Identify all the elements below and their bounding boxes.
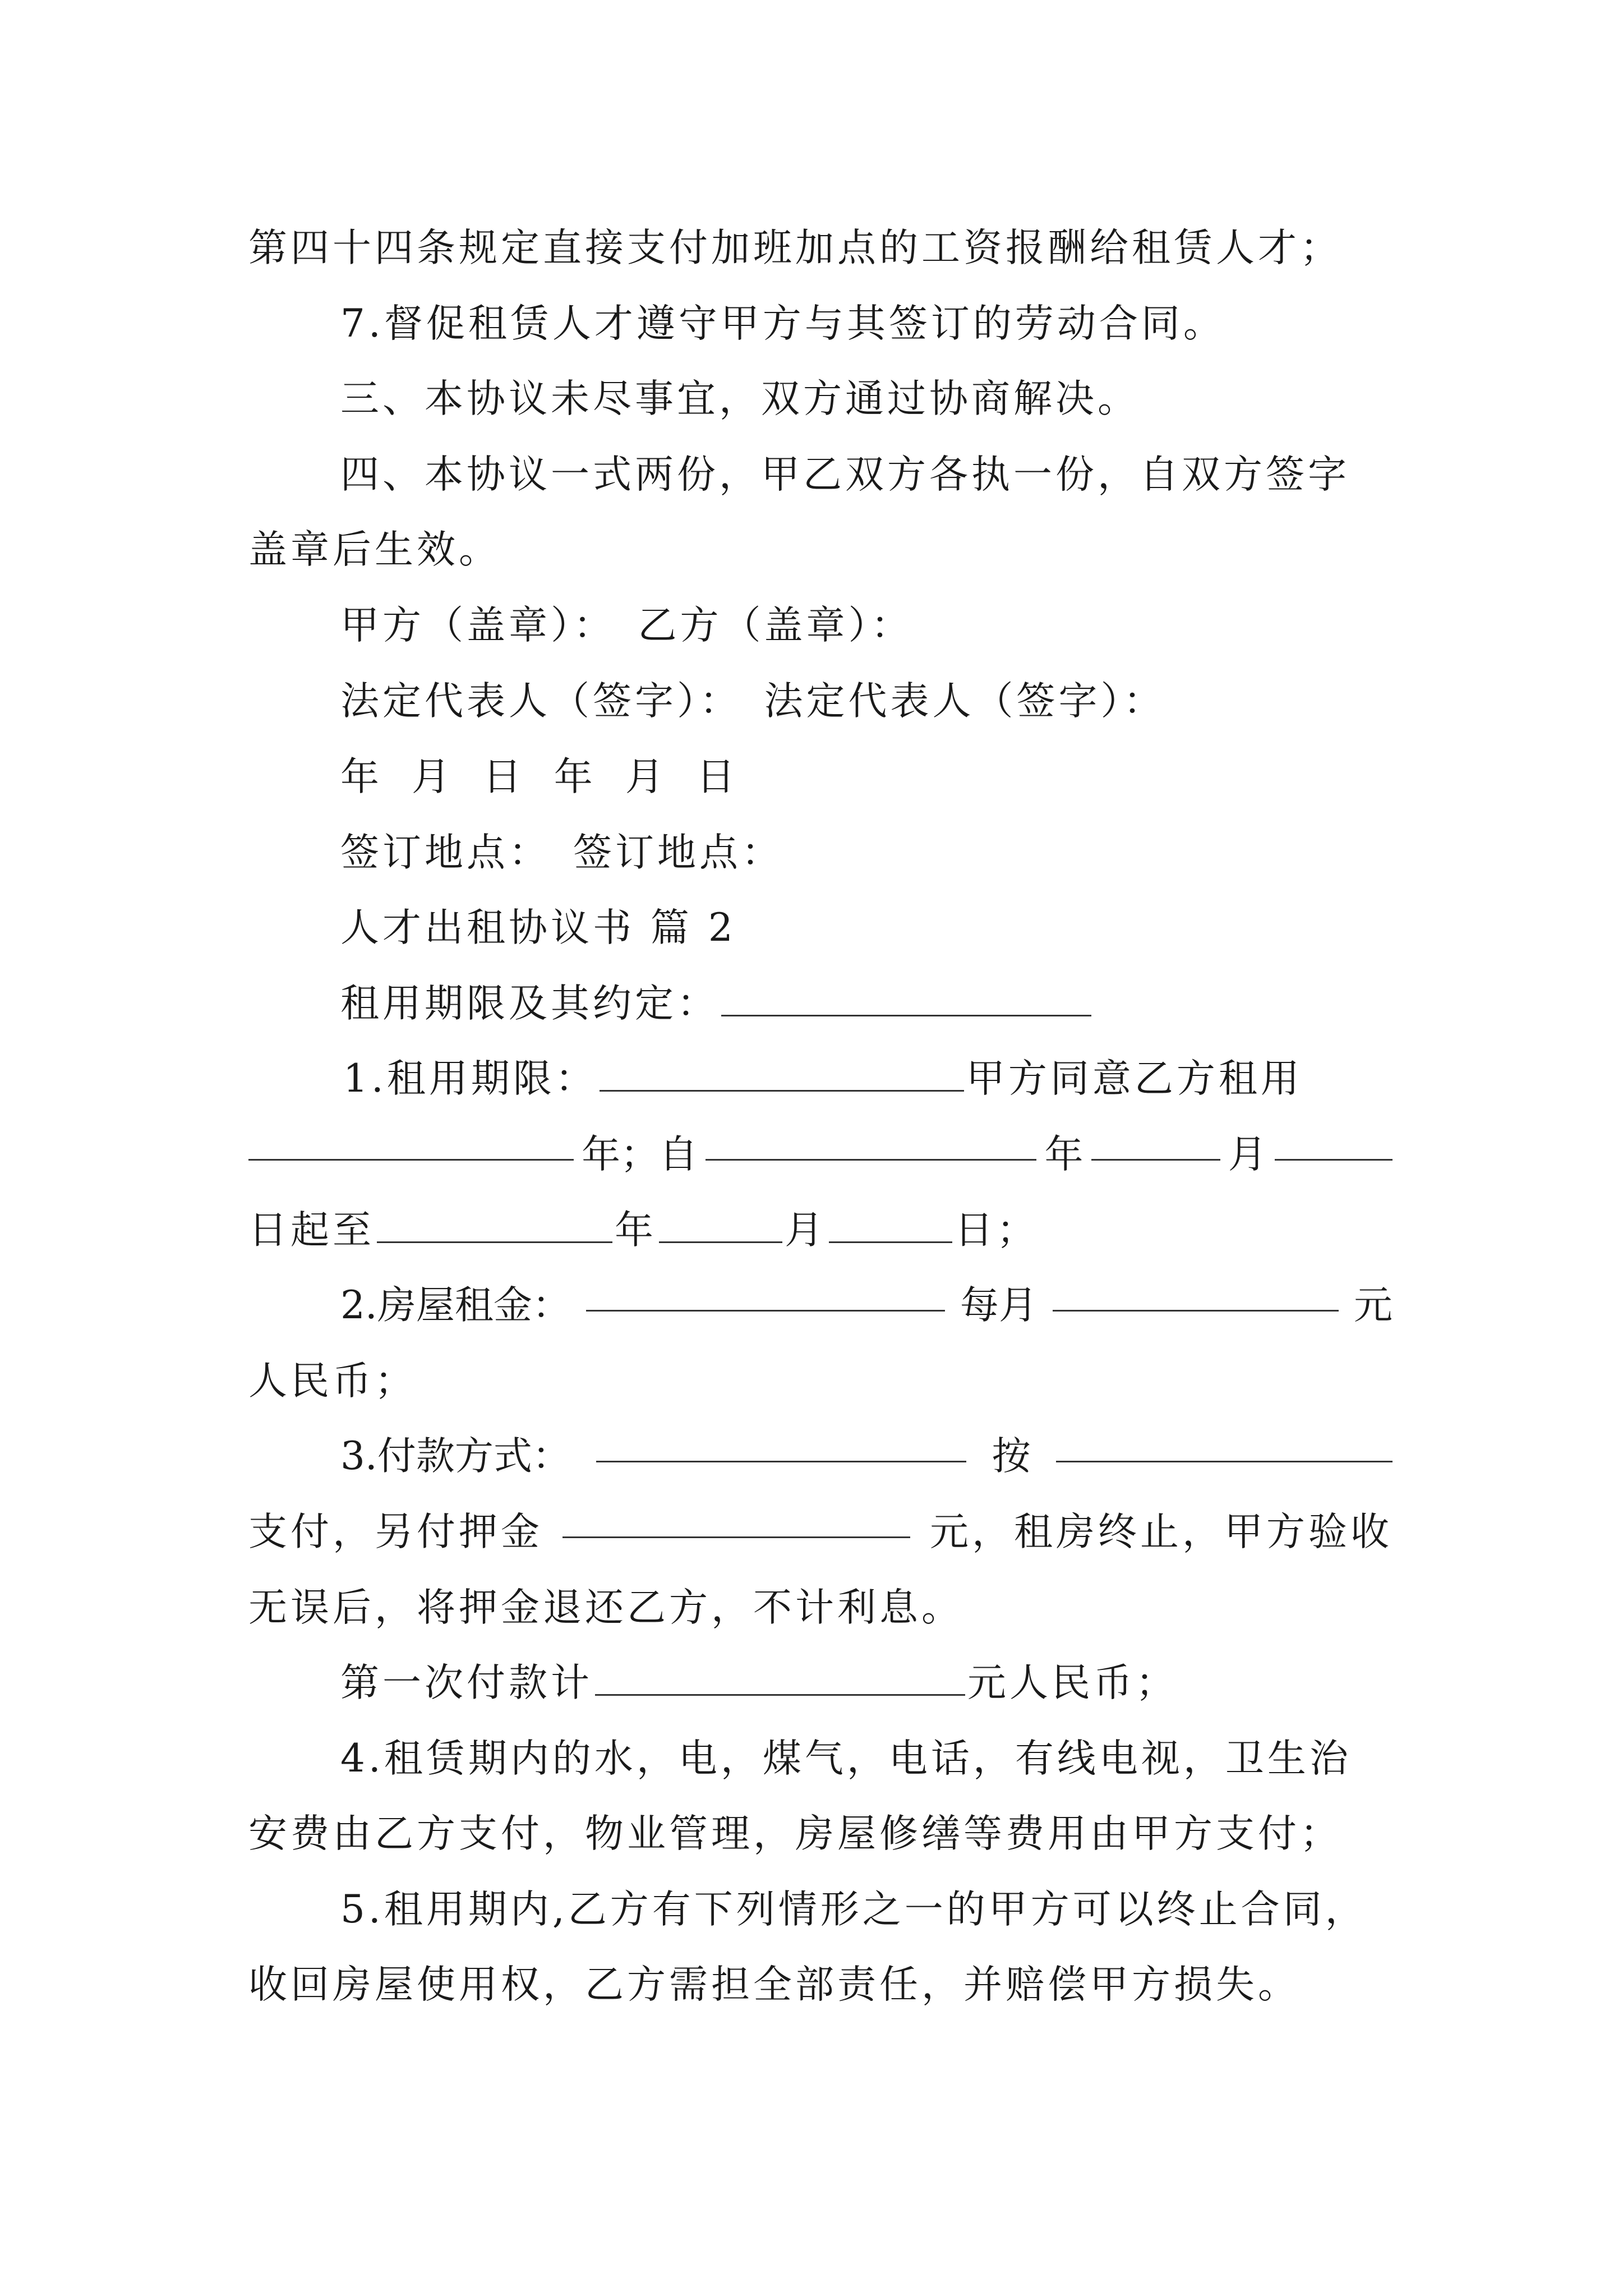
party-a-representative-label: 法定代表人（签字）： bbox=[340, 679, 742, 724]
inline-text: 支付，另付押金 bbox=[248, 1510, 543, 1554]
paragraph-line: 盖章后生效。 bbox=[248, 527, 501, 572]
paragraph-line bbox=[340, 976, 1393, 1032]
paragraph-line: 第四十四条规定直接支付加班加点的工资报酬给租赁人才； bbox=[248, 226, 1342, 270]
signature-line-representative bbox=[340, 673, 1393, 729]
blank-field bbox=[706, 1126, 1036, 1161]
paragraph-line bbox=[248, 1126, 1393, 1182]
blank-field bbox=[377, 1209, 612, 1243]
paragraph-line bbox=[248, 1504, 1393, 1560]
paragraph-line bbox=[340, 1655, 1393, 1711]
term-label: 租用期限及其约定： bbox=[340, 981, 719, 1026]
inline-text: 年 bbox=[615, 1208, 657, 1253]
blank-field bbox=[596, 1428, 966, 1462]
rental-term-text: 甲方同意乙方租用 bbox=[966, 1056, 1303, 1101]
section-title: 人才出租协议书 篇 2 bbox=[340, 905, 736, 950]
inline-text: 日； bbox=[955, 1208, 1039, 1253]
paragraph-line: 5.租用期内,乙方有下列情形之一的甲方可以终止合同， bbox=[340, 1887, 1367, 1932]
paragraph-line bbox=[343, 1051, 1393, 1107]
paragraph-line: 安费由乙方支付，物业管理，房屋修缮等费用由甲方支付； bbox=[248, 1811, 1342, 1856]
blank-field bbox=[1275, 1126, 1393, 1161]
inline-text: 每月 bbox=[960, 1283, 1038, 1328]
inline-text: 年 bbox=[1044, 1132, 1083, 1177]
inline-text: 元人民币； bbox=[967, 1660, 1178, 1705]
blank-field bbox=[595, 1662, 965, 1696]
paragraph-line bbox=[340, 1428, 1393, 1484]
paragraph-line: 7.督促租赁人才遵守甲方与其签订的劳动合同。 bbox=[340, 301, 1225, 346]
first-payment-label: 第一次付款计 bbox=[340, 1660, 593, 1705]
signature-line-party bbox=[340, 597, 1393, 654]
party-b-representative-label: 法定代表人（签字）： bbox=[764, 679, 1165, 724]
inline-text: 月 bbox=[785, 1208, 827, 1253]
inline-text: 日起至 bbox=[248, 1208, 375, 1253]
paragraph-line bbox=[248, 1202, 1393, 1258]
inline-text: 年；自 bbox=[582, 1132, 698, 1177]
blank-field bbox=[562, 1504, 910, 1538]
party-b-place-label: 签订地点： bbox=[573, 830, 783, 875]
blank-field bbox=[586, 1277, 945, 1312]
blank-field bbox=[829, 1209, 952, 1243]
inline-text: 月 bbox=[1228, 1132, 1267, 1177]
paragraph-line: 4.租赁期内的水，电，煤气，电话，有线电视，卫生治 bbox=[340, 1736, 1352, 1781]
blank-field bbox=[1091, 1126, 1220, 1161]
signing-place-line bbox=[340, 825, 1393, 881]
inline-text: 元，租房终止，甲方验收 bbox=[930, 1510, 1393, 1554]
party-b-seal-label: 乙方（盖章）： bbox=[638, 603, 913, 648]
rent-label: 2.房屋租金： bbox=[340, 1283, 571, 1328]
paragraph-line: 四、本协议一式两份，甲乙双方各执一份，自双方签字 bbox=[340, 452, 1350, 497]
blank-field bbox=[600, 1057, 964, 1092]
blank-field bbox=[248, 1126, 574, 1161]
paragraph-line: 收回房屋使用权，乙方需担全部责任，并赔偿甲方损失。 bbox=[248, 1962, 1300, 2007]
paragraph-line: 无误后，将押金退还乙方，不计利息。 bbox=[248, 1585, 963, 1630]
paragraph-line: 人民币； bbox=[248, 1359, 417, 1404]
signature-date-line: 年 月 日 年 月 日 bbox=[340, 754, 745, 799]
inline-text: 按 bbox=[992, 1434, 1031, 1479]
blank-field bbox=[721, 982, 1091, 1016]
blank-field bbox=[1056, 1428, 1393, 1462]
party-a-seal-label: 甲方（盖章）： bbox=[340, 603, 616, 648]
rental-term-label: 1.租用期限： bbox=[343, 1056, 597, 1101]
blank-field bbox=[1053, 1277, 1339, 1312]
payment-method-label: 3.付款方式： bbox=[340, 1434, 571, 1479]
blank-field bbox=[659, 1209, 782, 1243]
paragraph-line bbox=[340, 1277, 1393, 1333]
inline-text: 元 bbox=[1353, 1283, 1393, 1328]
paragraph-line: 三、本协议未尽事宜，双方通过协商解决。 bbox=[340, 376, 1140, 421]
party-a-place-label: 签订地点： bbox=[340, 830, 551, 875]
